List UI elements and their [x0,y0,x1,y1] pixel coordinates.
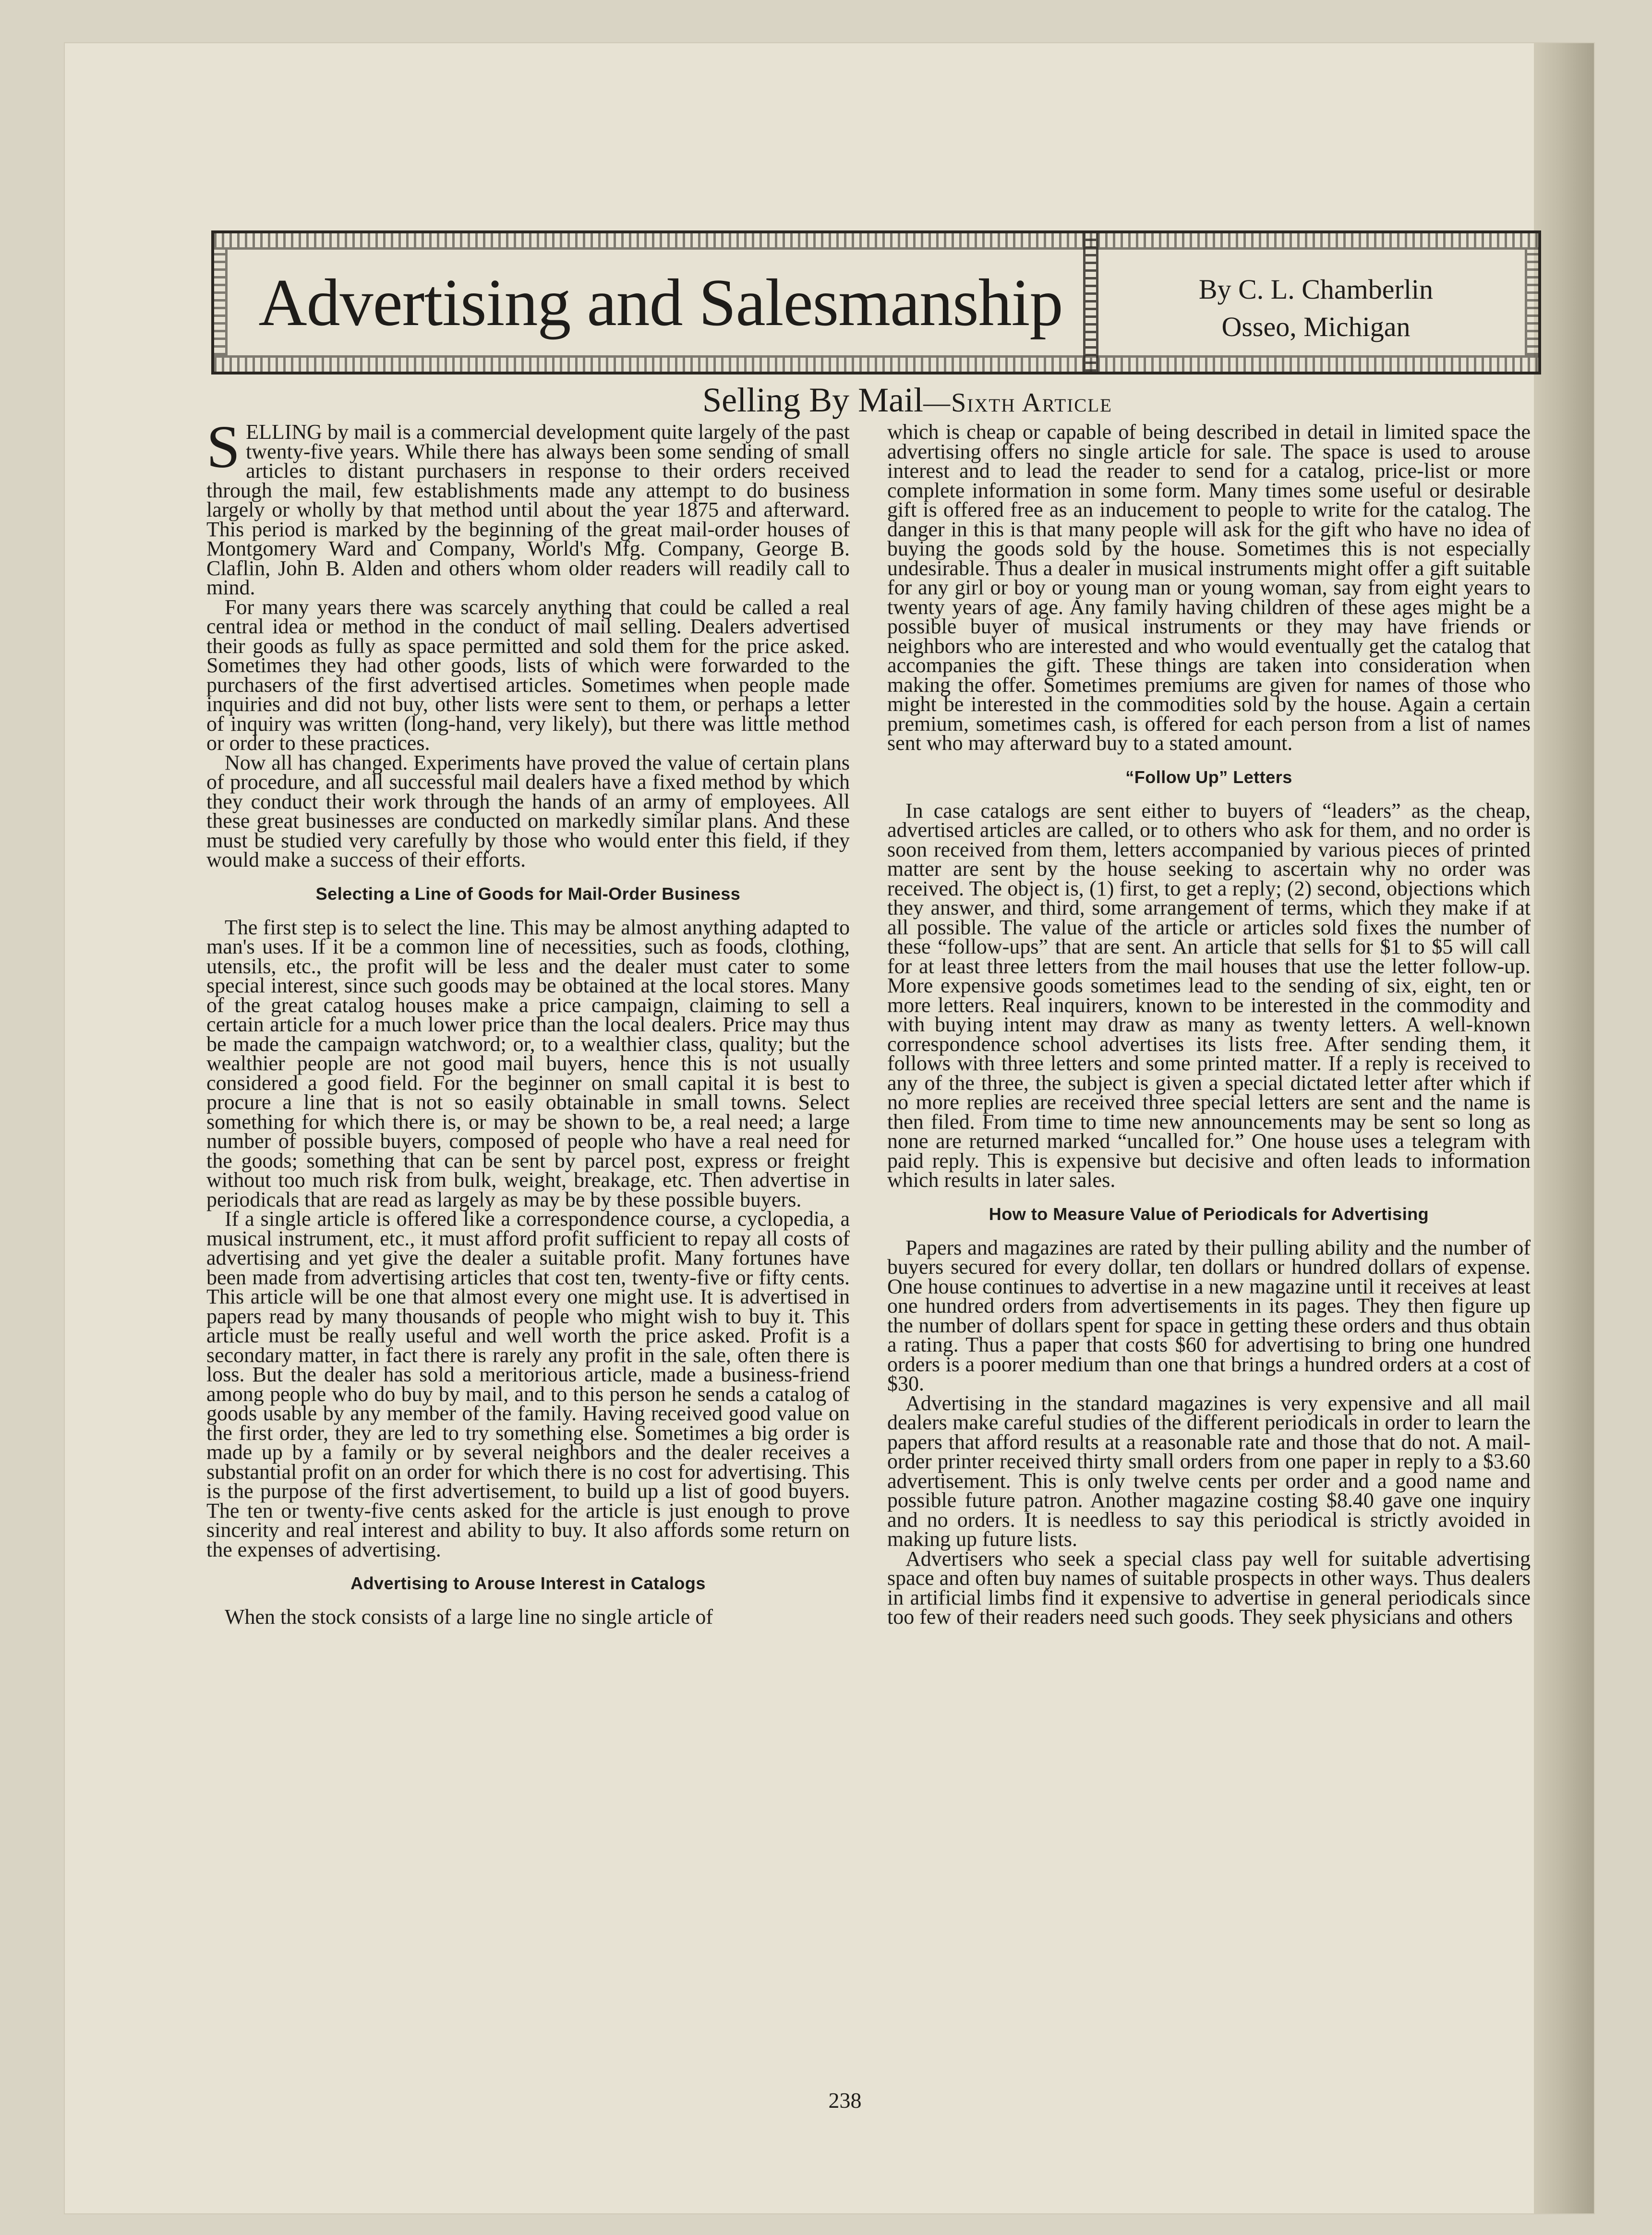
subheading: “Follow Up” Letters [1125,767,1292,787]
paragraph: If a single article is offered like a correspondence course, a cyclopedia, a musical instrument, etc., it must afford profit sufficient to repay all costs of advertising and yet give the dealer a suitable profit. Many fortunes have been made from advertising articles that cost ten, twenty-five or fifty cents. This article will be one that almost every one might use. It is advertised in papers read by many thousands of people who might wish to buy it. This article must be really useful and well worth the price asked. Profit is a secondary matter, in fact there is rarely any profit in the sale, often there is loss. But the dealer has sold a meritorious article, made a business-friend among people who do buy by mail, and to this person he sends a catalog of goods usable by any member of the family. Having received good value on the first order, they are led to try something else. Sometimes a big order is made up by a family or by several neighbors and the dealer receives a substantial profit on an order for which there is no cost for advertising. This is the purpose of the first advertisement, to build up a list of good buyers. The ten or twenty-five cents asked for the article is just enough to prove sincerity and real interest and ability to buy. It also affords some return on the expenses of advertising. [206,1207,850,1561]
page-number: 238 [828,2088,862,2113]
section-title [667,378,1147,424]
page-gutter-shadow [1534,43,1594,2213]
ornamental-border-left [214,250,228,355]
paragraph: When the stock consists of a large line no single article of [225,1605,713,1629]
paragraph [206,414,850,599]
paragraph: The first step is to select the line. This may be almost anything adapted to man's uses. If it be a common line of necessities, such as foods, clothing, utensils, etc., the profit will be less and the dealer must cater to some special interest, since such goods may be obtained at the local stores. Many of the great catalog houses make a price campaign, claiming to sell a certain article for a much lower price than the local dealers. Price may thus be made the campaign watchword; or, to a wealthier class, quality; but the wealthier people are not good mail buyers, hence this is not usually considered a good field. For the beginner on small capital it is best to procure a line that is not so easily obtainable in small towns. Select something for which there is, or may be shown to be, a real need; a large number of possible buyers, composed of people who have a real need for the goods; something that can be sent by parcel post, express or freight without too much risk from bulk, weight, breakage, etc. Then advertise in periodicals that are read as largely as may be by these possible buyers. [206,915,850,1211]
article-title: Advertising and Salesmanship [258,266,1063,340]
paragraph-text: ELLING by mail is a commercial development quite largely of the past twenty-five years. While there has always been some sending of small articles to distant purchasers in response to their orders received through the mail, few establishments made any attempt to do business largely or wholly by that method until about the year 1875 and afterward. This period is marked by the beginning of the great mail-order houses of Montgomery Ward and Company, World's Mfg. Company, George B. Claflin, John B. Alden and others whom older readers will readily call to mind. [206,420,850,599]
ornamental-border-top [214,233,1538,250]
paragraph: In case catalogs are sent either to buyers of “leaders” as the cheap, advertised articles are called, or to others who ask for them, and no order is soon received from them, letters accompanied by various pieces of printed matter are sent by the house seeking to ascertain why no order was received. The object is, (1) first, to get a reply; (2) second, objections which they answer, and third, some arrangement of terms, which they make if at all possible. The value of the article or articles sold fixes the number of these “follow-ups” that are sent. An article that sells for $1 to $5 will call for at least three letters from the mail houses that use the letter follow-up. More expensive goods sometimes lead to the sending of six, eight, ten or more letters. Real inquirers, known to be interested in the commodity and with buying intent may draw as many as twenty letters. A well-known correspondence school advertises its lists free. After sending them, it follows with three letters and some printed matter. If a reply is received to any of the three, the subject is given a special dictated letter after which if no more replies are received three special letters are sent and the name is then filed. From time to time new announcements may be sent so long as none are returned marked “uncalled for.” One house uses a telegram with paid reply. This is expensive but decisive and often leads to information which results in later sales. [887,798,1531,1192]
subheading: Advertising to Arouse Interest in Catalogs [350,1573,706,1593]
paragraph: Now all has changed. Experiments have proved the value of certain plans of procedure, and all successful mail dealers have a fixed method by which they conduct their work through the hands of an army of employees. All these great businesses are conducted on markedly similar plans. And these must be studied very carefully by those who would enter this field, if they would make a success of their efforts. [206,750,850,871]
paragraph: which is cheap or capable of being described in detail in limited space the advertising offers no single article for sale. The space is used to arouse interest and to lead the reader to send for a catalog, price-list or more complete information in some form. Many times some useful or desirable gift is offered free as an inducement to people to write for the catalog. The danger in this is that many people will ask for the gift who have no idea of buying the goods sold by the house. Sometimes this is not especially undesirable. Thus a dealer in musical instruments might offer a gift suitable for any girl or boy or young man or young woman, say from eight years to twenty years of age. Any family having children of these ages might be a possible buyer of musical instruments or they may have friends or neighbors who are interested and who would eventually get the catalog that accompanies the gift. These things are taken into consideration when making the offer. Sometimes premiums are given for names of those who might be interested in the commodities sold by the house. Again a certain premium, sometimes cash, is offered for each person from a list of names sent who may afterward buy to a stated amount. [887,420,1531,755]
article-header-box [211,230,1541,375]
ornamental-divider [1083,233,1098,372]
section-series-label: —Sixth Article [923,388,1112,418]
right-column [887,420,1531,1629]
left-column [206,414,850,1629]
ornamental-border-right [1525,250,1538,355]
author-location: Osseo, Michigan [1221,311,1411,342]
paragraph: Papers and magazines are rated by their pulling ability and the number of buyers secured for every dollar, ten dollars or hundred dollars of expense. One house continues to advertise in a new magazine until it receives at least one hundred orders from advertisements in its pages. They then figure up the number of dollars spent for space in getting these orders and thus obtain a rating. Thus a paper that costs $60 for advertising to bring one hundred orders is a poorer medium than one that brings a hundred orders at a cost of $30. [887,1235,1531,1395]
drop-cap: S [206,414,241,481]
byline [1107,271,1525,346]
paragraph: Advertisers who seek a special class pay well for suitable advertising space and often buy names of suitable prospects in other ways. Thus dealers in artificial limbs find it expensive to advertise in general periodicals since too few of their readers need such goods. They seek physicians and others [887,1546,1531,1629]
paragraph: For many years there was scarcely anything that could be called a real central idea or method in the conduct of mail selling. Dealers advertised their goods as fully as space permitted and sold them for the price asked. Sometimes they had other goods, lists of which were forwarded to the purchasers of the first advertised articles. Sometimes when people made inquiries and did not buy, other lists were sent to them, or perhaps a letter of inquiry was written (long-hand, very likely), but there was little method or order to these practices. [206,595,850,755]
author-name: By C. L. Chamberlin [1198,274,1434,305]
subheading: Selecting a Line of Goods for Mail-Order Business [315,883,741,904]
ornamental-border-bottom [214,355,1538,372]
paragraph: Advertising in the standard magazines is very expensive and all mail dealers make careful studies of the different periodicals in order to learn the papers that afford results at a reasonable rate and those that do not. A mail-order printer received thirty small orders from one paper in reply to a $3.60 advertisement. This is only twelve cents per order and a good name and possible future patron. Another magazine costing $8.40 gave one inquiry and no orders. It is needless to say this periodical is strictly avoided in making up future lists. [887,1391,1531,1551]
section-title-main: Selling By Mail [702,381,924,419]
subheading: How to Measure Value of Periodicals for Advertising [989,1204,1429,1224]
